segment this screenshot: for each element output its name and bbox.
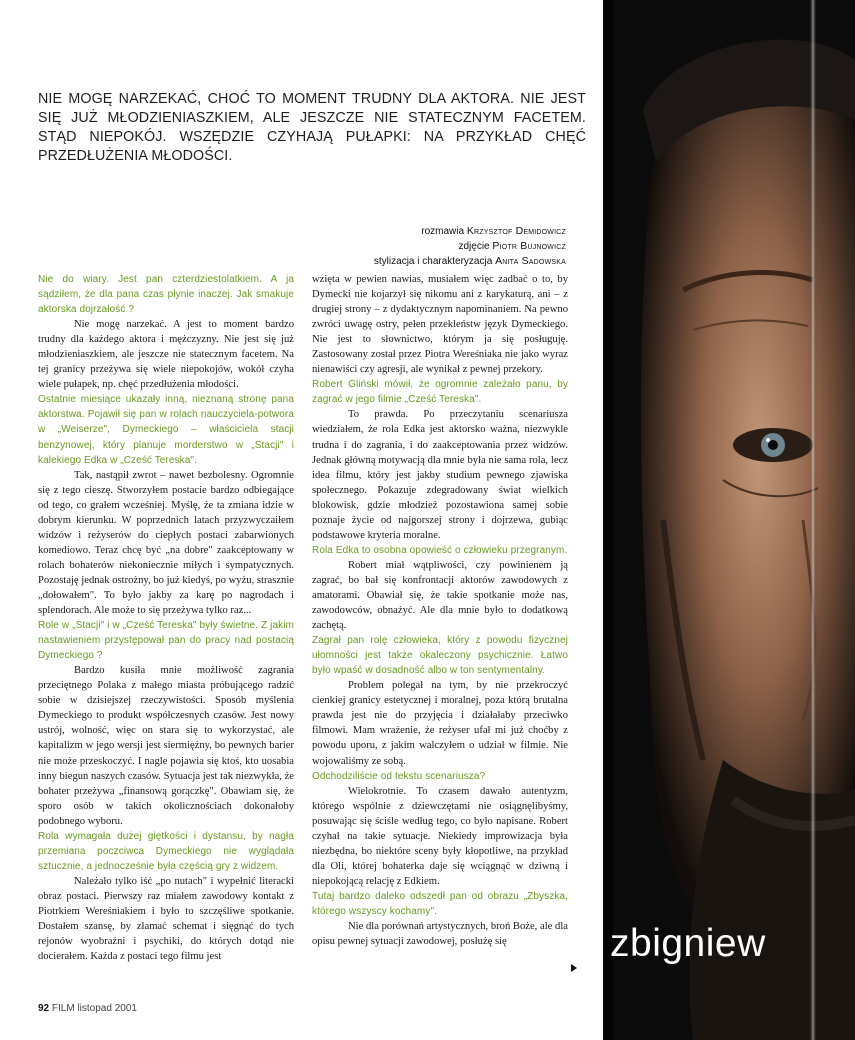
credit-photo: zdjęcie Piotr Bujnowicz (458, 240, 566, 252)
interview-question: Role w „Stacji" i w „Cześć Tereska" były świetne. Z jakim nastawieniem przystępował pan do pracy nad postacią Dymeckiego ? (38, 620, 294, 662)
interview-question: Tutaj bardzo daleko odszedł pan od obrazu „Zbyszka, którego wszyscy kochamy". (312, 890, 568, 917)
interview-answer: Należało tylko iść „po nutach" i wypełnić literacki obraz postaci. Pierwszy raz miałem zawodowy kontakt z Piotrkiem Wereśniakiem i było to szczęśliwe spotkanie. Dostałem szansę, by złamać schemat i sięgnąć do tych rejonów wyobraźni i psychiki, do których dotąd nie docierałem. Każda z postaci tego filmu jest (38, 875, 294, 963)
article-credits (246, 224, 566, 269)
interview-question: Rola wymagała dużej giętkości i dystansu, by nagła przemiana poczciwca Dymeckiego nie wyglądała sztucznie, a jednocześnie była częścią gry z widzem. (38, 830, 294, 872)
interview-question: Robert Gliński mówił, że ogromnie zależało panu, by zagrać w jego filmie „Cześć Tereska". (312, 379, 568, 406)
continue-arrow-icon (571, 964, 577, 972)
interview-question: Nie do wiary. Jest pan czterdziestolatkiem. A ja sądziłem, że dla pana czas płynie inaczej. Jak smakuje aktorska dojrzałość ? (38, 274, 294, 316)
magazine-issue: FILM listopad 2001 (51, 1003, 137, 1014)
interview-question: Ostatnie miesiące ukazały inną, nieznaną stronę pana aktorstwa. Pojawił się pan w rolach nauczyciela-potwora w „Weiserze", Dymeckiego – właściciela stacji benzynowej, który planuje morderstwo w „Stacji" i kalekiego Edka w „Cześć Tereska". (38, 394, 294, 466)
portrait-photo (603, 0, 855, 1040)
page-number: 92 (38, 1003, 50, 1014)
interview-answer: Robert miał wątpliwości, czy powinienem ją zagrać, bo bał się konfrontacji aktorów zawodowych z amatorami. Obawiał się, że takie spotkanie może nas, zawodowców, obnażyć. Ale dla mnie było to dodatkową zachętą. (312, 559, 568, 632)
article-lead: NIE MOGĘ NARZEKAĆ, CHOĆ TO MOMENT TRUDNY DLA AKTORA. NIE JEST SIĘ JUŻ MŁODZIENIASZKIEM, ALE JESZCZE NIE STATECZNYM FACETEM. STĄD NIEPOKÓJ. WSZĘDZIE CZYHAJĄ PUŁAPKI: NA PRZYKŁAD CHĘĆ PRZEDŁUŻENIA MŁODOŚCI. (38, 91, 586, 164)
interview-question: Odchodziliście od tekstu scenariusza? (312, 770, 486, 782)
interview-question: Zagrał pan rolę człowieka, który z powodu fizycznej ułomności jest także okaleczony psychicznie. Łatwo było wpaść w dosadność albo w ton sentymentalny. (312, 635, 568, 677)
interview-answer: Nie mogę narzekać. A jest to moment bardzo trudny dla każdego aktora i mężczyzny. Nie jest się już młodzieniaszkiem, ale jeszcze nie statecznym facetem. Na tej granicy przeżywa się wiele niepokojów, wokół czyha wiele pułapek, np. chęć przedłużenia młodości. (38, 319, 294, 391)
credit-interview: rozmawia Krzysztof Demidowicz (421, 225, 566, 237)
portrait-image (603, 0, 855, 1040)
interview-answer: Tak, nastąpił zwrot – nawet bezbolesny. Ogromnie się z tego cieszę. Stworzyłem postacie bardzo odbiegające od tego, co grałem wcześniej. Myślę, że ta zmiana idzie w dobrym kierunku. W poprzednich latach przyzwyczaiłem widzów i reżyserów do ciepłych postaci zabarwionych komediowo. Teraz chcę być „na dobre" zaakceptowany w rolach bohaterów niekoniecznie miłych i sympatycznych. Pozostaję jednak ostrożny, bo już kiedyś, po wyżu, strasznie „dołowałem". To było jakby za karę po nagrodach i splendorach. Ale może to się przeżywa tylko raz... (38, 469, 294, 617)
text-column-right (312, 272, 568, 949)
interview-answer: Wielokrotnie. To czasem dawało autentyzm, którego wspólnie z dziewczętami nie osiągnęlibyśmy, posuwając się ściśle według tego, co było napisane. Robert czyhał na takie sytuacje. Niekiedy improwizacja była niezbędna, bo niektóre sceny były kłopotliwe, na przykład dla Oli, której bohaterka daje się wciągnąć w dziwną i niepokojącą relację z Edkiem. (312, 785, 568, 887)
interview-answer: Nie dla porównań artystycznych, broń Boże, ale dla opisu pewnej sytuacji zawodowej, posłużę się (312, 921, 568, 948)
page-footer (38, 1003, 137, 1014)
text-column-left (38, 272, 294, 964)
interview-answer: To prawda. Po przeczytaniu scenariusza wiedziałem, że rola Edka jest aktorsko ważna, niezwykle trudna i do zagrania, i do zaakceptowania przez widzów. Jednak główną motywacją dla mnie była nie sama rola, lecz idea filmu, który jest jakby studium pewnego zjawiska społecznego. Pokazuje zdegradowany świat wielkich blokowisk, gdzie młodzież pozostawiona samej sobie poznaje życie od najgorszej strony i dojrzewa, gubiąc podstawowe kryteria moralne. (312, 409, 568, 541)
interview-answer: wzięta w pewien nawias, musiałem więc zadbać o to, by Dymecki nie kojarzył się nikomu ani z karykaturą, ani – z drugiej strony – z dydaktycznym napominaniem. Na pewno zwróci uwagę ostry, pełen przekleństw język Dymeckiego. Nie jest to słownictwo, którym ja się posługuję. Zastosowany został przez Piotra Wereśniaka nie jako wyraz nienawiści czy agresji, ale wynikał z pewnej przekory. (312, 274, 568, 376)
interview-answer: Bardzo kusiła mnie możliwość zagrania przeciętnego Polaka z małego miasta próbującego radzić sobie w dzisiejszej rzeczywistości. Sposób myślenia Dymeckiego to produkt współczesnych czasów. Jest nowy ustrój, wolność, więc on stara się to wykorzystać, ale kapitalizm w jego wersji jest siermiężny, bo pewnych barier nie może przeskoczyć. I nagle pojawia się ktoś, kto uosabia inny biegun naszych czasów. Sytuacja jest tak niezwykła, że bohater przeżywa „finansową gorączkę". Obawiam się, że sporo osób w takich okolicznościach dokonałoby podobnego wyboru. (38, 665, 294, 827)
interview-answer: Problem polegał na tym, by nie przekroczyć cienkiej granicy estetycznej i moralnej, poza którą brutalna prawda jest nie do przyjęcia i działałaby przeciwko filmowi. Mam wrażenie, że reżyser ufał mi już choćby z powodu uporu, z jakim walczyłem o udział w filmie. Nie wojowaliśmy ze sobą. (312, 680, 568, 767)
interview-question: Rola Edka to osobna opowieść o człowieku przegranym. (312, 544, 568, 556)
subject-name: zbigniew (610, 922, 766, 965)
credit-styling: stylizacja i charakteryzacja Anita Sadowska (373, 255, 566, 267)
